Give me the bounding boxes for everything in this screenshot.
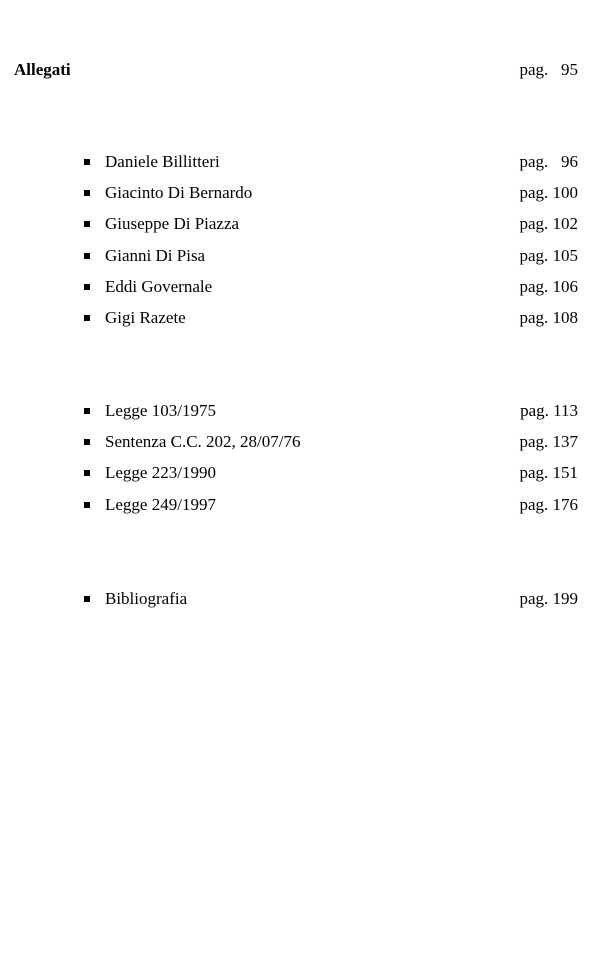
entry-label: Gianni Di Pisa — [105, 245, 206, 265]
entry-label: Giacinto Di Bernardo — [105, 183, 253, 203]
square-bullet-icon — [84, 221, 90, 227]
square-bullet-icon — [84, 315, 90, 321]
entry-label: Daniele Billitteri — [105, 152, 220, 171]
section-title: Allegati — [14, 60, 71, 79]
square-bullet-icon — [84, 159, 90, 165]
entry-label: Giuseppe Di Piazza — [105, 214, 240, 234]
entry-label: Eddi Governale — [105, 276, 213, 296]
list-item — [84, 400, 578, 431]
entry-page-number: pag. 176 — [519, 494, 578, 514]
laws-list — [84, 400, 578, 525]
entry-page-number: pag. 113 — [520, 401, 578, 420]
entry-page-number: pag. 137 — [519, 432, 578, 452]
interviews-list — [84, 151, 578, 338]
list-item — [84, 182, 578, 213]
list-item — [84, 307, 578, 338]
entry-label: Gigi Razete — [105, 307, 186, 327]
section-page-number: pag. 95 — [519, 60, 578, 79]
entry-label: Legge 223/1990 — [105, 463, 216, 483]
entry-label: Legge 103/1975 — [105, 401, 216, 420]
entry-page-number: pag. 102 — [519, 214, 578, 234]
entry-label: Sentenza C.C. 202, 28/07/76 — [105, 432, 301, 452]
square-bullet-icon — [84, 190, 90, 196]
square-bullet-icon — [84, 439, 90, 445]
list-item — [84, 588, 578, 619]
entry-page-number: pag. 199 — [519, 589, 578, 608]
entry-page-number: pag. 105 — [519, 245, 578, 265]
bibliography-list — [84, 588, 578, 619]
entry-page-number: pag. 106 — [519, 276, 578, 296]
entry-page-number: pag. 151 — [519, 463, 578, 483]
entry-page-number: pag. 96 — [519, 152, 578, 171]
square-bullet-icon — [84, 408, 90, 414]
entry-label: Legge 249/1997 — [105, 494, 216, 514]
section-heading-row — [14, 60, 578, 82]
list-item — [84, 431, 578, 462]
entry-page-number: pag. 108 — [519, 307, 578, 327]
list-item — [84, 276, 578, 307]
entry-label: Bibliografia — [105, 589, 188, 608]
list-item — [84, 213, 578, 244]
square-bullet-icon — [84, 253, 90, 259]
square-bullet-icon — [84, 284, 90, 290]
entry-page-number: pag. 100 — [519, 183, 578, 203]
list-item — [84, 245, 578, 276]
list-item — [84, 462, 578, 493]
list-item — [84, 494, 578, 525]
square-bullet-icon — [84, 470, 90, 476]
square-bullet-icon — [84, 502, 90, 508]
square-bullet-icon — [84, 596, 90, 602]
list-item — [84, 151, 578, 182]
